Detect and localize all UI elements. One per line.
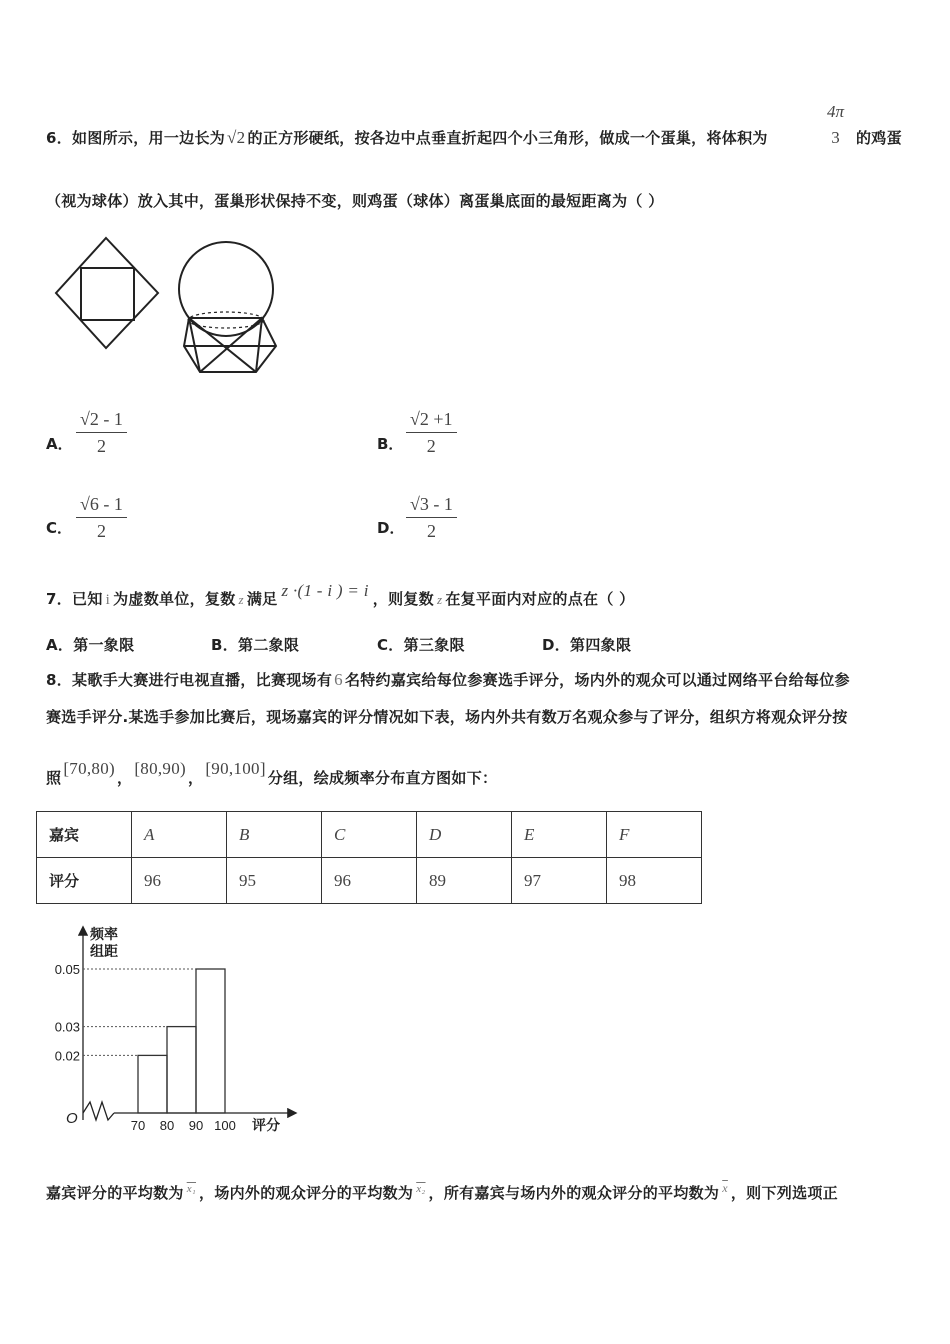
q8-line4-b: ，场内外的观众评分的平均数为 [199,1184,414,1202]
q8-line4 [46,1182,838,1203]
q6-option-a-fraction [76,409,127,457]
q7-text-c: 满足 [246,590,278,608]
axis-break [83,1102,114,1120]
q6-option-a-den: 2 [96,436,106,456]
q8-line4-a: 嘉宾评分的平均数为 [46,1184,184,1202]
q6-text-c: 的鸡蛋 [856,129,902,147]
table-cell-guest-f: F [607,812,702,858]
q7-line [46,581,635,609]
table-row-header [37,812,702,858]
q6-option-a-label: A． [46,435,73,453]
histogram-bar-80-90 [167,1027,196,1113]
q6-option-c-fraction [76,494,127,542]
q8-line1-a: 8．某歌手大赛进行电视直播，比赛现场有 [46,671,333,689]
table-row-scores [37,858,702,904]
q6-option-d-label: D． [377,519,405,537]
q7-text-d: ，则复数 [372,590,434,608]
q7-text-b: 为虚数单位，复数 [113,590,236,608]
q6-option-d-fraction [406,494,457,542]
q7-z-1: z [238,592,244,607]
table-cell-score-c: 96 [322,858,417,904]
q8-line4-c: ，所有嘉宾与场内外的观众评分的平均数为 [428,1184,720,1202]
q7-option-c: C．第三象限 [377,636,465,654]
q8-line4-d: ，则下列选项正 [730,1184,838,1202]
y-tick-label: 0.03 [54,1019,80,1035]
q6-option-d-num: √3 - 1 [406,494,457,518]
q6-egg-nest-figure [44,228,284,388]
guest-score-table [36,811,702,904]
q8-line1-b: 名特约嘉宾给每位参赛选手评分，场内外的观众可以通过网络平台给每位参 [344,671,850,689]
q8-mean-x1: x₁ [186,1183,197,1195]
histogram-bar-90-100 [196,969,225,1113]
y-tick-label: 0.05 [54,962,80,977]
q7-equation: z ·(1 - i ) = i [281,581,369,600]
q6-option-c-num: √6 - 1 [76,494,127,518]
q6-option-c-label: C． [46,519,73,537]
q6-outer-square [56,238,158,348]
table-cell-score-d: 89 [417,858,512,904]
q6-option-b-den: 2 [426,436,436,456]
q6-text-b: 的正方形硬纸，按各边中点垂直折起四个小三角形，做成一个蛋巢，将体积为 [247,129,768,147]
x-tick-label: 90 [188,1118,204,1133]
q6-sqrt2: √2 [227,128,246,147]
q6-line1 [46,127,768,148]
q8-mean-x: x [722,1181,728,1195]
q8-line3-a: 照 [46,769,62,787]
q6-volume-den: 3 [831,128,840,147]
q8-line3-b: 分组，绘成频率分布直方图如下： [267,769,498,787]
q8-interval-2: [80,90) [134,759,186,778]
q8-line2: 赛选手评分.某选手参加比赛后，现场嘉宾的评分情况如下表，场内外共有数万名观众参与了评分，组织方将观众评分按 [46,708,848,726]
x-tick-label: 80 [159,1118,175,1133]
q8-comma-2: ， [188,769,204,787]
q6-option-a-num: √2 - 1 [76,409,127,433]
histogram-bar-70-80 [138,1055,167,1113]
q6-option-b-num: √2 +1 [406,409,457,433]
q7-text-e: 在复平面内对应的点在（ ） [445,590,635,608]
x-tick-label: 100 [214,1118,236,1133]
q7-z-2: z [436,592,443,607]
table-cell-score-a: 96 [132,858,227,904]
y-label-top: 频率 [90,926,118,942]
q6-inner-square [81,268,134,320]
x-label: 评分 [252,1117,280,1133]
q8-line1 [46,669,850,690]
q8-interval-1: [70,80) [63,759,115,778]
origin-label: O [66,1110,78,1127]
q8-six: 6 [334,670,343,689]
q7-imag-unit: i [105,592,111,608]
table-cell-guest-e: E [512,812,607,858]
table-cell-guest-label: 嘉宾 [37,812,132,858]
q6-option-d-den: 2 [426,521,436,541]
q6-volume-fraction [823,102,848,148]
table-cell-score-e: 97 [512,858,607,904]
table-cell-guest-a: A [132,812,227,858]
table-cell-guest-c: C [322,812,417,858]
q7-option-d: D．第四象限 [542,636,632,654]
q8-comma-1: ， [117,769,133,787]
table-cell-guest-d: D [417,812,512,858]
q6-text-a: 6．如图所示，用一边长为 [46,129,226,147]
q8-line3 [46,759,498,788]
q7-text-a: 7．已知 [46,590,103,608]
q8-mean-x2: x₂ [416,1183,426,1195]
table-cell-score-f: 98 [607,858,702,904]
q6-volume-num: 4π [827,102,845,121]
table-cell-score-b: 95 [227,858,322,904]
q6-line2: （视为球体）放入其中，蛋巢形状保持不变，则鸡蛋（球体）离蛋巢底面的最短距离为（ ） [46,192,664,210]
q6-option-b-label: B． [377,435,404,453]
y-label-bottom: 组距 [90,943,118,959]
q6-option-c-den: 2 [96,521,106,541]
y-tick-label: 0.02 [54,1048,80,1064]
q8-interval-3: [90,100] [205,759,266,778]
q7-option-a: A．第一象限 [46,636,135,654]
x-tick-label: 70 [130,1118,146,1133]
q7-option-b: B．第二象限 [211,636,300,654]
frequency-histogram [40,920,310,1145]
table-cell-guest-b: B [227,812,322,858]
q6-option-b-fraction [406,409,457,457]
table-cell-score-label: 评分 [37,858,132,904]
